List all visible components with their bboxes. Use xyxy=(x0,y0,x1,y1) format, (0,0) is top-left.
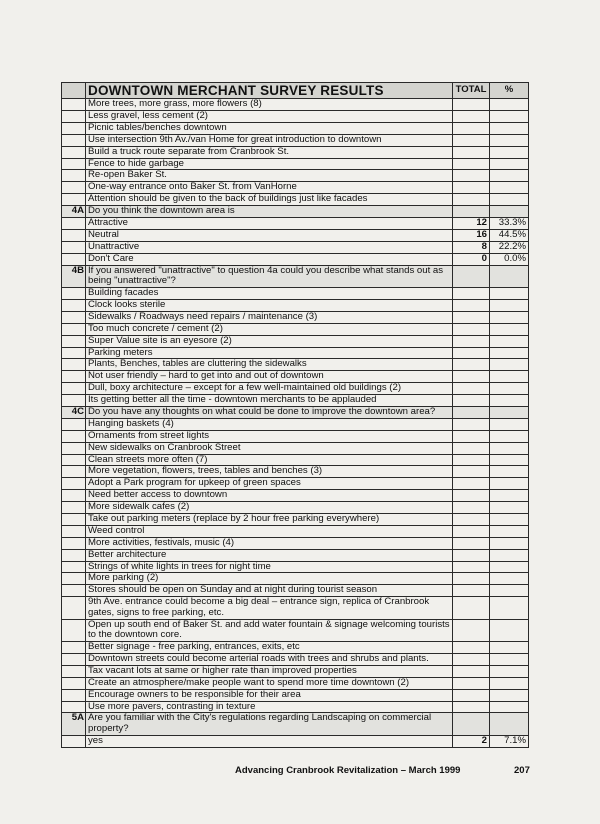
row-percent xyxy=(490,395,529,407)
row-total xyxy=(453,525,490,537)
question-code xyxy=(62,677,86,689)
page-number: 207 xyxy=(514,765,530,776)
row-total xyxy=(453,111,490,123)
row-total xyxy=(453,194,490,206)
row-text: Need better access to downtown xyxy=(86,490,453,502)
row-text: Not user friendly – hard to get into and out of downtown xyxy=(86,371,453,383)
row-percent xyxy=(490,573,529,585)
row-total xyxy=(453,654,490,666)
row-total: 16 xyxy=(453,229,490,241)
question-code xyxy=(62,146,86,158)
question-row xyxy=(62,206,529,218)
question-code xyxy=(62,502,86,514)
row-text: Hanging baskets (4) xyxy=(86,418,453,430)
row-percent xyxy=(490,642,529,654)
row-percent xyxy=(490,288,529,300)
row-percent xyxy=(490,549,529,561)
row-percent xyxy=(490,170,529,182)
question-row xyxy=(62,406,529,418)
row-percent xyxy=(490,206,529,218)
row-total xyxy=(453,677,490,689)
row-text: Are you familiar with the City's regulations regarding Landscaping on commercial property? xyxy=(86,713,453,735)
row-text: Clean streets more often (7) xyxy=(86,454,453,466)
row-percent: 33.3% xyxy=(490,218,529,230)
row-text: Its getting better all the time - downtown merchants to be applauded xyxy=(86,395,453,407)
row-text: Too much concrete / cement (2) xyxy=(86,323,453,335)
row-total xyxy=(453,701,490,713)
row-text: Clock looks sterile xyxy=(86,299,453,311)
table-row xyxy=(62,466,529,478)
table-row xyxy=(62,395,529,407)
row-total: 2 xyxy=(453,735,490,747)
row-total xyxy=(453,619,490,641)
row-percent xyxy=(490,585,529,597)
question-code xyxy=(62,490,86,502)
row-percent xyxy=(490,466,529,478)
question-code xyxy=(62,654,86,666)
row-total xyxy=(453,146,490,158)
question-code xyxy=(62,642,86,654)
row-text: If you answered "unattractive" to question 4a could you describe what stands out as being "unattractive"? xyxy=(86,265,453,287)
question-code xyxy=(62,513,86,525)
row-total xyxy=(453,585,490,597)
row-percent xyxy=(490,359,529,371)
question-code xyxy=(62,288,86,300)
question-code xyxy=(62,735,86,747)
row-total xyxy=(453,573,490,585)
question-code xyxy=(62,229,86,241)
table-row xyxy=(62,134,529,146)
question-code xyxy=(62,701,86,713)
row-percent xyxy=(490,597,529,619)
row-text: Building facades xyxy=(86,288,453,300)
question-code xyxy=(62,537,86,549)
row-text: Better signage - free parking, entrances, exits, etc xyxy=(86,642,453,654)
row-text: Tax vacant lots at same or higher rate than improved properties xyxy=(86,665,453,677)
row-percent xyxy=(490,665,529,677)
row-percent xyxy=(490,335,529,347)
table-row xyxy=(62,442,529,454)
row-total xyxy=(453,689,490,701)
table-row xyxy=(62,323,529,335)
row-text: New sidewalks on Cranbrook Street xyxy=(86,442,453,454)
table-row xyxy=(62,170,529,182)
row-total xyxy=(453,288,490,300)
table-row xyxy=(62,111,529,123)
table-row xyxy=(62,347,529,359)
row-text: Less gravel, less cement (2) xyxy=(86,111,453,123)
question-code xyxy=(62,194,86,206)
question-code: 4B xyxy=(62,265,86,287)
row-percent xyxy=(490,442,529,454)
question-code xyxy=(62,218,86,230)
row-text: Build a truck route separate from Cranbrook St. xyxy=(86,146,453,158)
row-text: Use more pavers, contrasting in texture xyxy=(86,701,453,713)
row-text: Picnic tables/benches downtown xyxy=(86,122,453,134)
row-total xyxy=(453,418,490,430)
question-code xyxy=(62,466,86,478)
row-percent xyxy=(490,502,529,514)
row-total xyxy=(453,537,490,549)
row-percent xyxy=(490,371,529,383)
row-text: Create an atmosphere/make people want to spend more time downtown (2) xyxy=(86,677,453,689)
question-code xyxy=(62,442,86,454)
table-row xyxy=(62,573,529,585)
question-code xyxy=(62,561,86,573)
table-row xyxy=(62,194,529,206)
table-row xyxy=(62,335,529,347)
row-text: Fence to hide garbage xyxy=(86,158,453,170)
row-total: 0 xyxy=(453,253,490,265)
question-code xyxy=(62,134,86,146)
table-row xyxy=(62,288,529,300)
table-row xyxy=(62,430,529,442)
row-percent xyxy=(490,323,529,335)
row-text: Attention should be given to the back of buildings just like facades xyxy=(86,194,453,206)
row-total xyxy=(453,642,490,654)
question-code xyxy=(62,597,86,619)
row-percent xyxy=(490,265,529,287)
row-percent xyxy=(490,111,529,123)
row-total xyxy=(453,134,490,146)
row-percent xyxy=(490,182,529,194)
table-header-row xyxy=(62,83,529,99)
row-percent xyxy=(490,430,529,442)
row-text: 9th Ave. entrance could become a big deal – entrance sign, replica of Cranbrook gates, signs to free parking, etc. xyxy=(86,597,453,619)
table-row xyxy=(62,537,529,549)
row-percent xyxy=(490,347,529,359)
table-row xyxy=(62,99,529,111)
table-row xyxy=(62,478,529,490)
row-text: Take out parking meters (replace by 2 hour free parking everywhere) xyxy=(86,513,453,525)
table-row xyxy=(62,642,529,654)
row-total xyxy=(453,122,490,134)
question-code: 4C xyxy=(62,406,86,418)
row-total xyxy=(453,713,490,735)
row-percent xyxy=(490,689,529,701)
row-text: Don't Care xyxy=(86,253,453,265)
table-row xyxy=(62,182,529,194)
row-text: Sidewalks / Roadways need repairs / maintenance (3) xyxy=(86,311,453,323)
question-row xyxy=(62,265,529,287)
question-code xyxy=(62,619,86,641)
table-row xyxy=(62,654,529,666)
row-text: Parking meters xyxy=(86,347,453,359)
row-percent: 0.0% xyxy=(490,253,529,265)
row-text: More parking (2) xyxy=(86,573,453,585)
row-percent xyxy=(490,146,529,158)
total-column-header: TOTAL xyxy=(453,83,490,99)
row-total xyxy=(453,206,490,218)
question-code: 4A xyxy=(62,206,86,218)
table-row xyxy=(62,218,529,230)
row-text: Ornaments from street lights xyxy=(86,430,453,442)
row-total xyxy=(453,99,490,111)
row-percent xyxy=(490,478,529,490)
row-text: Open up south end of Baker St. and add water fountain & signage welcoming tourists to the downtown core. xyxy=(86,619,453,641)
row-total xyxy=(453,513,490,525)
question-code xyxy=(62,311,86,323)
question-code xyxy=(62,99,86,111)
row-total xyxy=(453,549,490,561)
row-total xyxy=(453,561,490,573)
row-total xyxy=(453,454,490,466)
question-code xyxy=(62,395,86,407)
row-text: Use intersection 9th Av./van Home for great introduction to downtown xyxy=(86,134,453,146)
row-text: Neutral xyxy=(86,229,453,241)
table-row xyxy=(62,241,529,253)
row-text: More sidewalk cafes (2) xyxy=(86,502,453,514)
table-row xyxy=(62,549,529,561)
table-row xyxy=(62,383,529,395)
table-title: DOWNTOWN MERCHANT SURVEY RESULTS xyxy=(86,83,453,99)
question-code xyxy=(62,665,86,677)
table-row xyxy=(62,677,529,689)
row-text: Plants, Benches, tables are cluttering the sidewalks xyxy=(86,359,453,371)
row-text: Strings of white lights in trees for night time xyxy=(86,561,453,573)
table-row xyxy=(62,502,529,514)
row-total xyxy=(453,478,490,490)
table-row xyxy=(62,146,529,158)
question-code xyxy=(62,122,86,134)
question-code xyxy=(62,383,86,395)
table-row xyxy=(62,561,529,573)
row-total xyxy=(453,170,490,182)
row-percent xyxy=(490,490,529,502)
question-code xyxy=(62,170,86,182)
row-percent xyxy=(490,537,529,549)
row-percent: 44.5% xyxy=(490,229,529,241)
row-percent xyxy=(490,418,529,430)
table-row xyxy=(62,619,529,641)
question-code xyxy=(62,241,86,253)
row-text: Downtown streets could become arterial roads with trees and shrubs and plants. xyxy=(86,654,453,666)
row-text: Stores should be open on Sunday and at night during tourist season xyxy=(86,585,453,597)
question-code xyxy=(62,689,86,701)
table-row xyxy=(62,158,529,170)
row-total xyxy=(453,335,490,347)
question-code xyxy=(62,549,86,561)
row-total xyxy=(453,490,490,502)
row-text: yes xyxy=(86,735,453,747)
question-code xyxy=(62,371,86,383)
row-text: More trees, more grass, more flowers (8) xyxy=(86,99,453,111)
question-code xyxy=(62,253,86,265)
row-total xyxy=(453,442,490,454)
question-code xyxy=(62,182,86,194)
table-row xyxy=(62,525,529,537)
question-code xyxy=(62,430,86,442)
row-text: More vegetation, flowers, trees, tables and benches (3) xyxy=(86,466,453,478)
row-percent xyxy=(490,158,529,170)
row-total xyxy=(453,430,490,442)
row-percent xyxy=(490,654,529,666)
row-total xyxy=(453,383,490,395)
table-row xyxy=(62,299,529,311)
question-code xyxy=(62,347,86,359)
footer-title: Advancing Cranbrook Revitalization – March 1999 xyxy=(235,765,461,776)
row-percent: 7.1% xyxy=(490,735,529,747)
row-text: Unattractive xyxy=(86,241,453,253)
row-percent xyxy=(490,311,529,323)
row-text: Do you have any thoughts on what could be done to improve the downtown area? xyxy=(86,406,453,418)
question-code xyxy=(62,111,86,123)
question-code xyxy=(62,585,86,597)
question-code: 5A xyxy=(62,713,86,735)
row-text: Encourage owners to be responsible for their area xyxy=(86,689,453,701)
row-text: Weed control xyxy=(86,525,453,537)
row-text: Attractive xyxy=(86,218,453,230)
table-row xyxy=(62,665,529,677)
percent-column-header: % xyxy=(490,83,529,99)
row-percent xyxy=(490,619,529,641)
row-total xyxy=(453,502,490,514)
row-percent xyxy=(490,299,529,311)
row-total xyxy=(453,665,490,677)
row-text: Super Value site is an eyesore (2) xyxy=(86,335,453,347)
table-row xyxy=(62,513,529,525)
row-percent xyxy=(490,406,529,418)
row-percent xyxy=(490,122,529,134)
table-row xyxy=(62,585,529,597)
table-row xyxy=(62,597,529,619)
row-total xyxy=(453,395,490,407)
row-percent xyxy=(490,525,529,537)
row-percent xyxy=(490,513,529,525)
row-percent xyxy=(490,701,529,713)
question-code xyxy=(62,359,86,371)
table-row xyxy=(62,701,529,713)
row-total xyxy=(453,299,490,311)
question-code xyxy=(62,454,86,466)
row-total xyxy=(453,158,490,170)
row-percent: 22.2% xyxy=(490,241,529,253)
table-row xyxy=(62,689,529,701)
row-percent xyxy=(490,99,529,111)
survey-results-table xyxy=(61,82,529,748)
row-total xyxy=(453,359,490,371)
row-total: 12 xyxy=(453,218,490,230)
row-text: Re-open Baker St. xyxy=(86,170,453,182)
question-code xyxy=(62,335,86,347)
question-code xyxy=(62,478,86,490)
row-total xyxy=(453,265,490,287)
table-row xyxy=(62,359,529,371)
table-row xyxy=(62,122,529,134)
row-total xyxy=(453,597,490,619)
row-total xyxy=(453,406,490,418)
row-percent xyxy=(490,194,529,206)
table-row xyxy=(62,229,529,241)
row-text: One-way entrance onto Baker St. from VanHorne xyxy=(86,182,453,194)
row-percent xyxy=(490,134,529,146)
row-percent xyxy=(490,383,529,395)
row-text: Do you think the downtown area is xyxy=(86,206,453,218)
row-text: More activities, festivals, music (4) xyxy=(86,537,453,549)
row-text: Adopt a Park program for upkeep of green spaces xyxy=(86,478,453,490)
row-percent xyxy=(490,677,529,689)
question-code xyxy=(62,323,86,335)
question-code xyxy=(62,573,86,585)
table-row xyxy=(62,311,529,323)
table-row xyxy=(62,418,529,430)
row-percent xyxy=(490,561,529,573)
question-code xyxy=(62,418,86,430)
table-row xyxy=(62,454,529,466)
row-total xyxy=(453,347,490,359)
row-total xyxy=(453,371,490,383)
header-code-cell xyxy=(62,83,86,99)
row-percent xyxy=(490,454,529,466)
row-total: 8 xyxy=(453,241,490,253)
table-row xyxy=(62,371,529,383)
table-row xyxy=(62,490,529,502)
row-total xyxy=(453,323,490,335)
row-text: Better architecture xyxy=(86,549,453,561)
question-row xyxy=(62,713,529,735)
table-row xyxy=(62,253,529,265)
question-code xyxy=(62,525,86,537)
row-percent xyxy=(490,713,529,735)
table-row xyxy=(62,735,529,747)
row-total xyxy=(453,466,490,478)
row-total xyxy=(453,182,490,194)
row-total xyxy=(453,311,490,323)
question-code xyxy=(62,158,86,170)
question-code xyxy=(62,299,86,311)
row-text: Dull, boxy architecture – except for a few well-maintained old buildings (2) xyxy=(86,383,453,395)
